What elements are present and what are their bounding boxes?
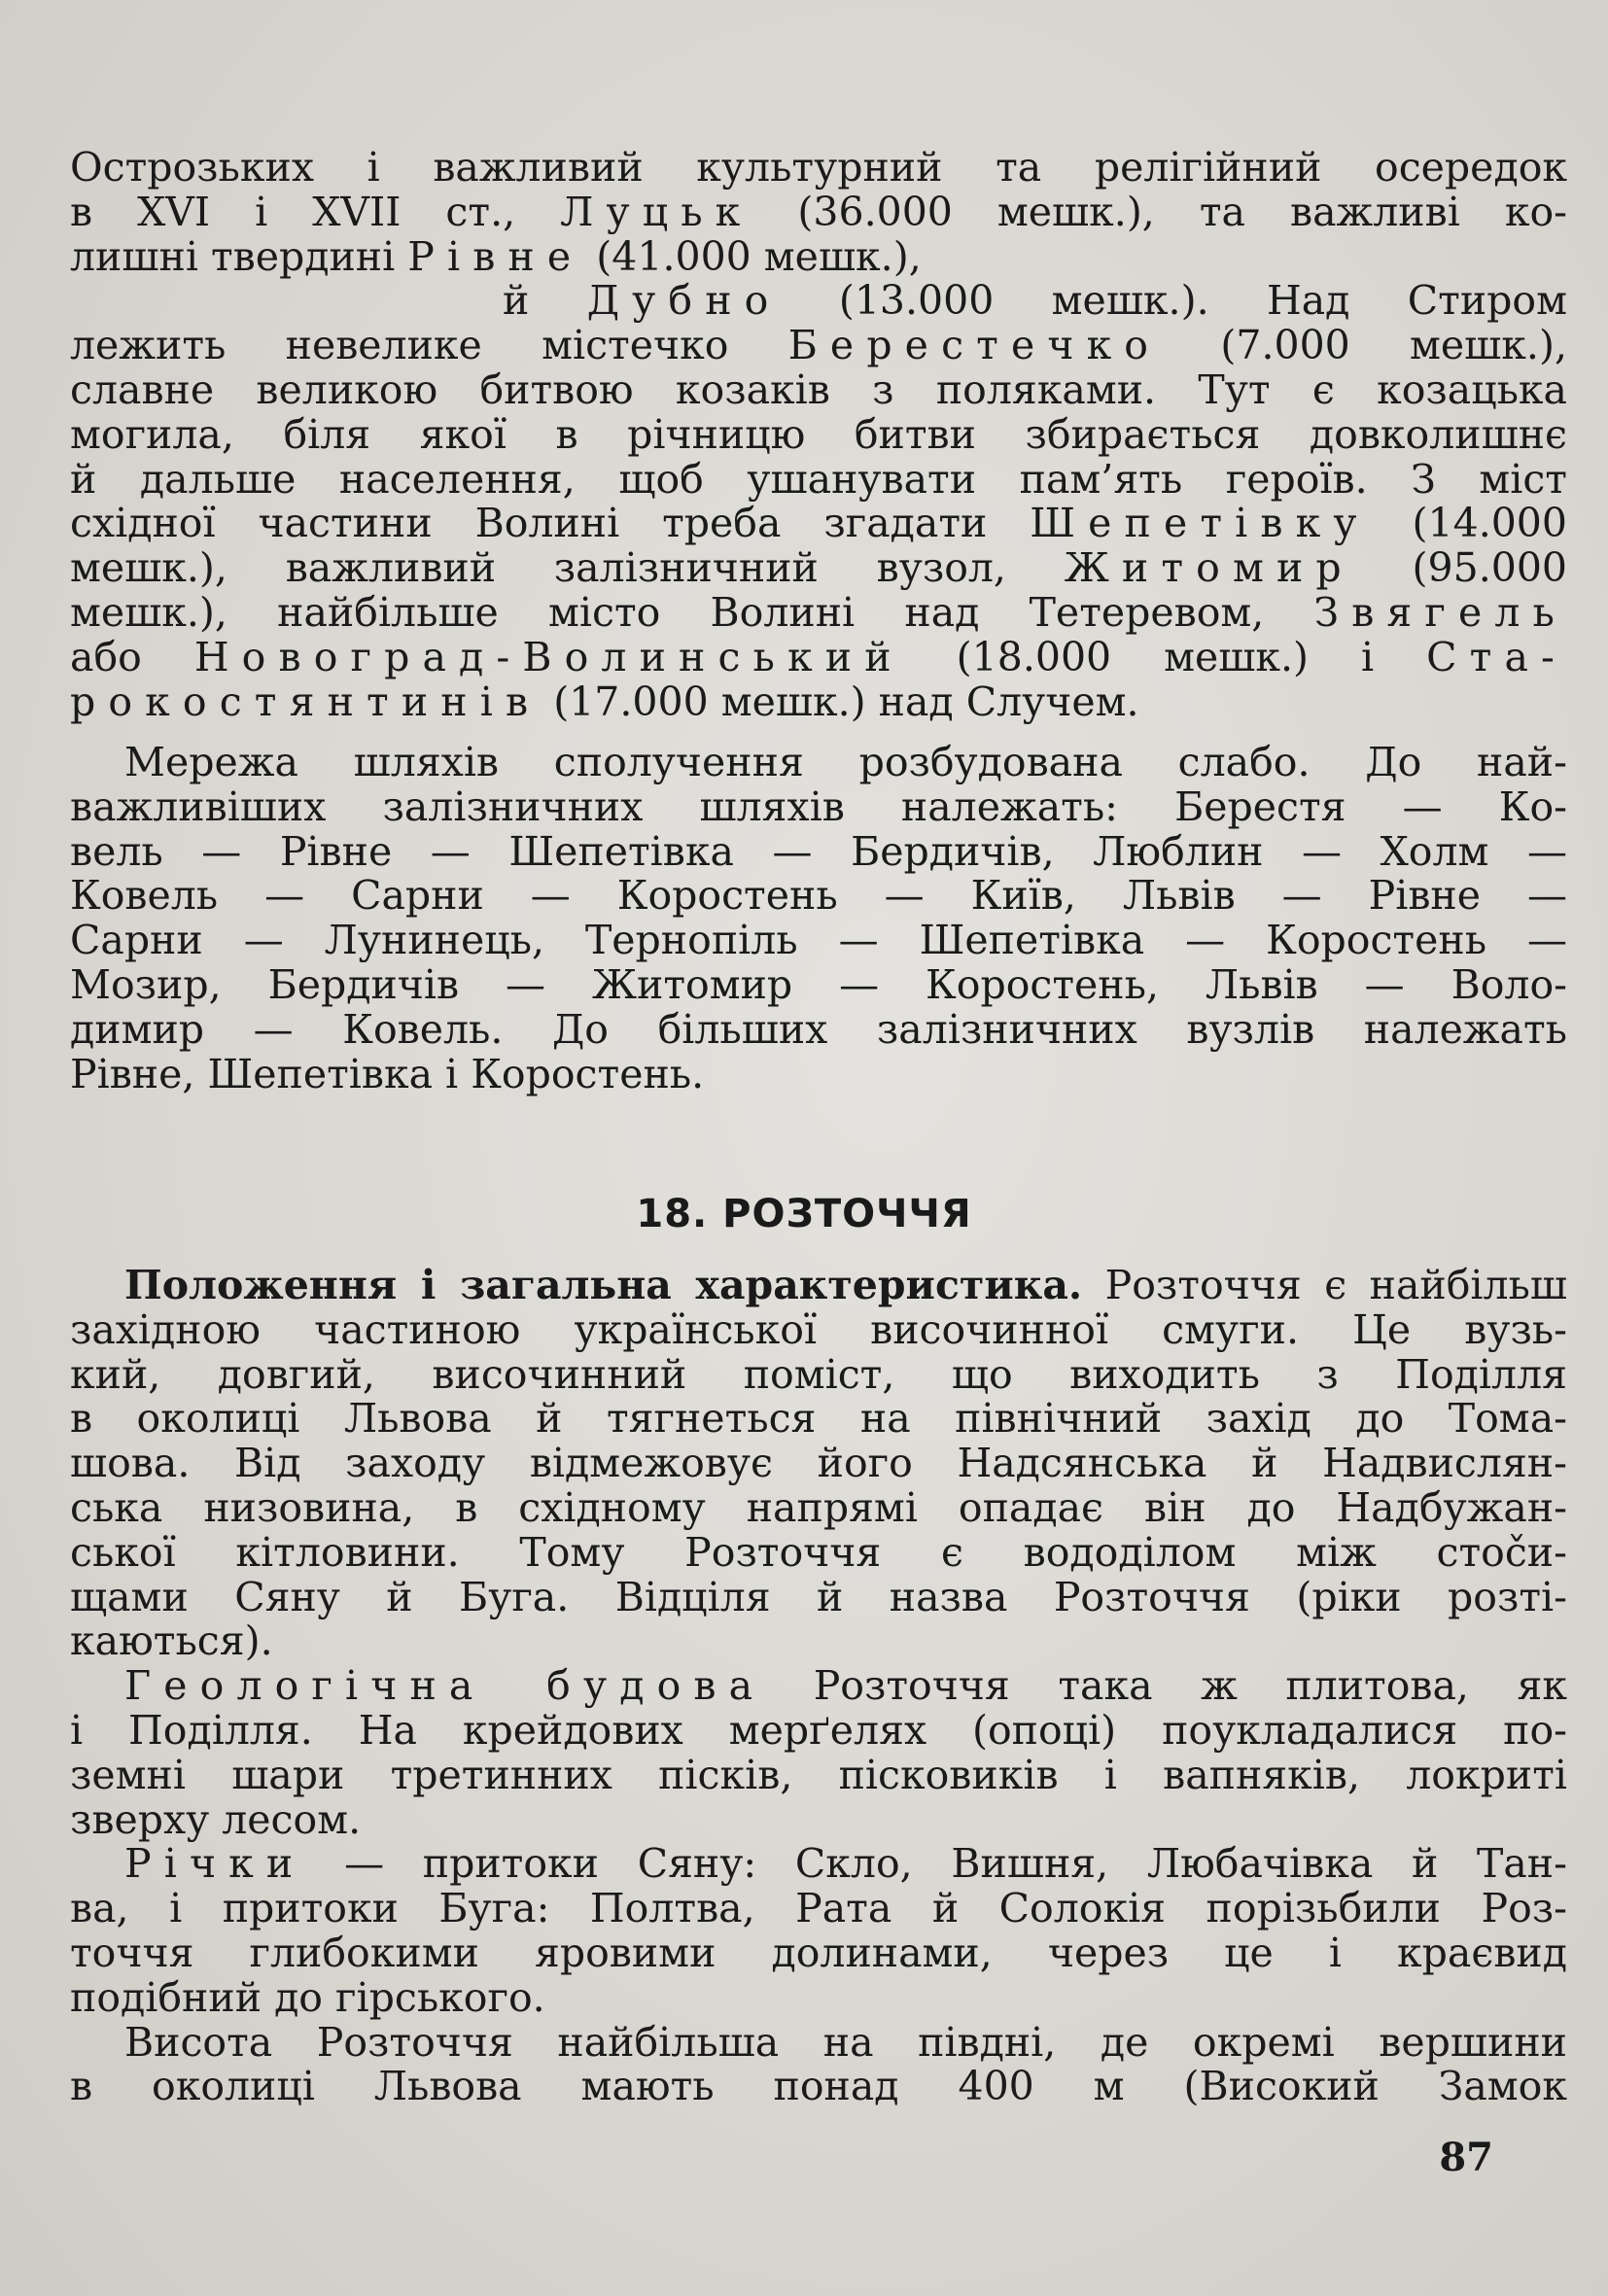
text-line [70,235,1567,280]
text-line [70,1664,1567,1709]
text-run: мешк.), важливий залізничний вузол, [70,546,1065,591]
subsection-title: Положення і загальна характеристика. [124,1264,1083,1308]
text-run: славне великою битвою козаків з поляками. Тут є козацька [70,367,1567,413]
text-line [70,919,1567,963]
text-line [70,1442,1567,1486]
text-run: ської кітловини. Тому Розточчя є вододілом між стočи- [70,1530,1567,1576]
text-line [70,1931,1567,1976]
text-run: в околиці Львова й тягнеться на північний захід до Тома- [70,1397,1567,1443]
text-line [70,636,1567,680]
text-run: Ковель — Сарни — Коростень — Київ, Львів — Рівне — [70,874,1567,920]
text-line [70,1576,1567,1620]
text-line [70,830,1567,875]
section-body [70,1264,1567,2109]
text-line [70,1531,1567,1576]
text-line [70,874,1567,919]
text-run: точчя глибокими яровими долинами, через це і краєвид [70,1931,1567,1976]
text-line [70,502,1567,546]
text-line [70,741,1567,785]
text-run: лишні твердині [70,234,408,280]
page-number: 87 [1439,2135,1493,2180]
text-run: Сарни — Лунинець, Тернопіль — Шепетівка — Коростень — [70,919,1567,963]
city-name: рокостянтинів [70,679,542,725]
text-run: (95.000 [1353,546,1567,591]
text-line [70,2021,1567,2066]
city-name: Рівне [407,234,584,280]
text-line [70,324,1567,368]
city-name: Берестечко [787,324,1162,368]
text-run: (41.000 мешк.), [583,234,922,280]
text-line [70,1264,1567,1308]
text-line [70,368,1567,413]
text-line [70,1709,1567,1754]
text-run: земні шари третинних пісків, пісковиків і вапняків, локриті [70,1753,1567,1798]
text-run: західною частиною української височинної смуги. Це вузь- [70,1307,1567,1353]
text-line [70,458,1567,503]
text-line [70,1486,1567,1531]
text-line [70,1754,1567,1798]
text-line [70,1619,1567,1664]
city-name: Луцьк [560,190,753,235]
text-line [70,591,1567,636]
city-name: Звягель [1313,590,1567,636]
text-line [70,1976,1567,2021]
text-line [70,963,1567,1008]
text-run: щами Сяну й Буга. Відціля й назва Розточчя (ріки розті- [70,1575,1567,1620]
text-run: й [503,279,587,325]
text-run: вель — Рівне — Шепетівка — Бердичів, Люблин — Холм — [70,829,1567,875]
text-line [70,413,1567,458]
text-run: східної частини Волині треба згадати [70,502,1031,547]
text-line [70,1053,1567,1097]
text-run: шова. Від заходу відмежовує його Надсянська й Надвислян- [70,1442,1567,1486]
paragraph-railways [70,741,1567,1096]
text-run: мешк.), найбільше місто Волині над Тетеревом, [70,590,1314,636]
text-run: каються). [70,1619,273,1665]
text-run: (17.000 мешк.) над Случем. [541,679,1139,725]
text-run: важливіших залізничних шляхів належать: Берестя — Ко- [70,784,1567,830]
text-run: Рівне, Шепетівка і Коростень. [70,1052,705,1097]
text-line [70,1798,1567,1843]
text-run: ська низовина, в східному напрямі опадає він до Надбужан- [70,1485,1567,1531]
text-run: Розточчя така ж плитова, як [765,1664,1567,1709]
text-line [70,1353,1567,1398]
text-run: і Поділля. На крейдових мерґелях (опоці) поукладалися по- [70,1708,1567,1754]
city-name: Ста- [1426,635,1567,680]
text-line [70,146,1567,191]
text-run: ва, і притоки Буга: Полтва, Рата й Солокія порізьбили Роз- [70,1887,1567,1931]
city-name: Шепетівку [1030,502,1370,547]
text-run: Мережа шляхів сполучення розбудована слабо. До най- [124,741,1567,785]
city-name: Дубно [586,279,782,325]
text-run: або [70,635,194,680]
spaced-term: Геологічна будова [124,1664,766,1709]
text-run: Мозир, Бердичів — Житомир — Коростень, Львів — Воло- [70,962,1567,1008]
text-run: й дальше населення, щоб ушанувати пам’ять героїв. З міст [70,457,1567,503]
text-run: лежить невелике містечко [70,324,788,368]
text-line [70,546,1567,591]
paragraph-volyn-cities [70,146,1567,724]
spaced-term: Річки [124,1842,306,1888]
text-line [70,191,1567,235]
section-heading: 18. РОЗТОЧЧЯ [636,1192,972,1236]
text-line [70,279,1567,324]
text-run: могила, біля якої в річницю битви збирається довколишнє [70,412,1567,458]
text-run: (7.000 мешк.), [1161,324,1567,368]
text-line [70,680,1567,725]
text-run: в XVI і XVII ст., [70,190,561,235]
text-line [70,1397,1567,1442]
text-line [70,785,1567,830]
text-run: кий, довгий, височинний поміст, що виходить з Поділля [70,1352,1567,1398]
text-run: — притоки Сяну: Скло, Вишня, Любачівка й Тан- [305,1842,1567,1888]
text-run: зверху лесом. [70,1797,362,1843]
text-run: Розточчя є найбільш [1082,1264,1567,1308]
city-name: Житомир [1064,546,1354,591]
text-run: (18.000 мешк.) і [903,635,1427,680]
text-line [70,1308,1567,1353]
text-line [70,1842,1567,1887]
text-run: подібний до гірського. [70,1975,545,2021]
text-run: Висота Розточчя найбільша на півдні, де окремі вершини [124,2020,1567,2066]
text-run: (36.000 мешк.), та важливі ко- [752,190,1567,235]
text-run: Острозьких і важливий культурний та релігійний осередок [70,146,1567,191]
text-line [70,1887,1567,1931]
city-name: Новоград-Волинський [193,635,904,680]
text-line [70,1008,1567,1053]
text-run: димир — Ковель. До більших залізничних вузлів належать [70,1007,1567,1053]
text-run: (14.000 [1369,502,1567,547]
text-run: (13.000 мешк.). Над Стиром [781,279,1567,325]
text-run: в околиці Львова мають понад 400 м (Високий Замок [70,2065,1567,2110]
text-line [70,2065,1567,2109]
